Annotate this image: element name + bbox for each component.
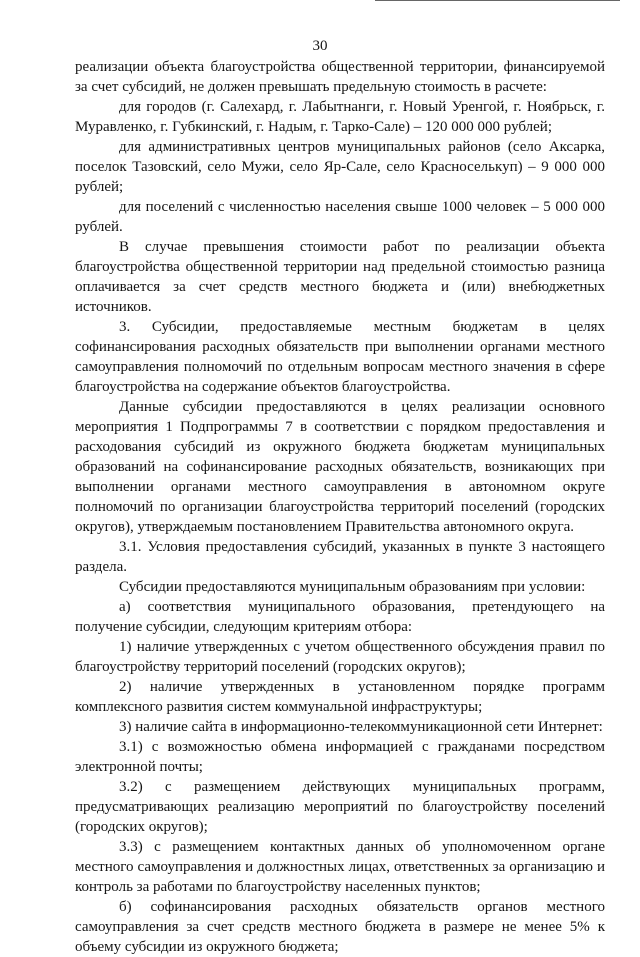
paragraph: для административных центров муниципальных районов (село Аксарка, поселок Тазовский, село Мужи, село Яр-Сале, село Красноселькуп) – 9 000 000 рублей; (75, 139, 605, 195)
paragraph: 3.1. Условия предоставления субсидий, указанных в пункте 3 настоящего раздела. (75, 539, 605, 575)
paragraph: Данные субсидии предоставляются в целях реализации основного мероприятия 1 Подпрограммы 7 в соответствии с порядком предоставления и расходования субсидий из окружного бюджета бюджетам муниципальных образований на софинансирование расходных обязательств, возникающих при выполнении органами местного самоуправления в автономном округе полномочий по организации благоустройства территорий поселений (городских округов), утверждаемым постановлением Правительства автономного округа. (75, 399, 605, 535)
paragraph: реализации объекта благоустройства общественной территории, финансируемой за счет субсидий, не должен превышать предельную стоимость в расчете: (75, 59, 605, 95)
paragraph: для городов (г. Салехард, г. Лабытнанги, г. Новый Уренгой, г. Ноябрьск, г. Муравленко, г. Губкинский, г. Надым, г. Тарко-Сале) – 120 000 000 рублей; (75, 99, 605, 135)
paragraph: 1) наличие утвержденных с учетом общественного обсуждения правил по благоустройству территорий поселений (городских округов); (75, 639, 605, 675)
paragraph: Субсидии предоставляются муниципальным образованиям при условии: (119, 579, 586, 595)
paragraph: для поселений с численностью населения свыше 1000 человек – 5 000 000 рублей. (75, 199, 605, 235)
document-body (75, 57, 605, 957)
paragraph: 3. Субсидии, предоставляемые местным бюджетам в целях софинансирования расходных обязательств при выполнении органами местного самоуправления полномочий по отдельным вопросам местного значения в сфере благоустройства на содержание объектов благоустройства. (75, 319, 605, 395)
paragraph: В случае превышения стоимости работ по реализации объекта благоустройства общественной территории над предельной стоимостью разница оплачивается за счет средств местного бюджета и (или) внебюджетных источников. (75, 239, 605, 315)
scan-edge-line (375, 0, 620, 1)
paragraph: 3.2) с размещением действующих муниципальных программ, предусматривающих реализацию мероприятий по благоустройству поселений (городских округов); (75, 779, 605, 835)
paragraph: 3.1) с возможностью обмена информацией с гражданами посредством электронной почты; (75, 739, 605, 775)
paragraph: 3.3) с размещением контактных данных об уполномоченном органе местного самоуправления и должностных лицах, ответственных за организацию и контроль за работами по благоустройству населенных пунктов; (75, 839, 605, 895)
paragraph: б) софинансирования расходных обязательств органов местного самоуправления за счет средств местного бюджета в размере не менее 5% к объему субсидии из окружного бюджета; (75, 899, 605, 955)
page-number: 30 (312, 38, 328, 54)
paragraph: 2) наличие утвержденных в установленном порядке программ комплексного развития систем коммунальной инфраструктуры; (75, 679, 605, 715)
paragraph: а) соответствия муниципального образования, претендующего на получение субсидии, следующим критериям отбора: (75, 599, 605, 635)
paragraph: 3) наличие сайта в информационно-телекоммуникационной сети Интернет: (119, 719, 603, 735)
